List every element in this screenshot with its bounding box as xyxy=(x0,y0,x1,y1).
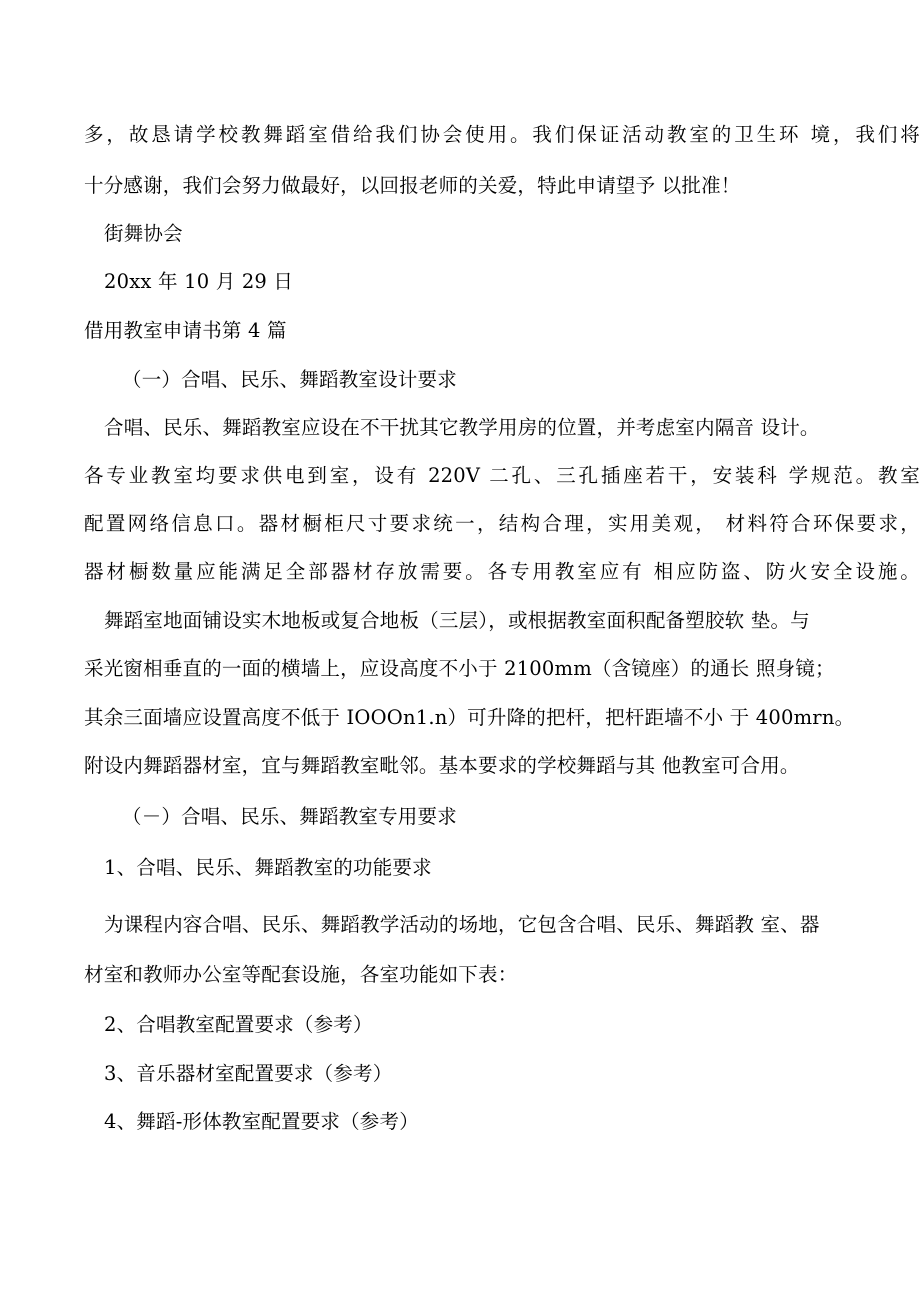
paragraph-line-13: 其余三面墙应设置高度不低于 IOOOn1.n）可升降的把杆，把杆距墙不小 于 400mrn。 xyxy=(84,706,855,729)
subheading-design-requirements: （一）合唱、民乐、舞蹈教室设计要求 xyxy=(122,368,457,391)
paragraph-line-9: 配置网络信息口。器材橱柜尺寸要求统一，结构合理，实用美观， 材料符合环保要求， xyxy=(84,512,920,535)
numbered-item-1: 1、合唱、民乐、舞蹈教室的功能要求 xyxy=(104,856,432,879)
paragraph-line-10: 器材橱数量应能满足全部器材存放需要。各专用教室应有 相应防盗、防火安全设施。 xyxy=(84,560,920,583)
paragraph-line-18: 材室和教师办公室等配套设施，各室功能如下表： xyxy=(84,963,518,986)
paragraph-line-1: 多，故恳请学校教舞蹈室借给我们协会使用。我们保证活动教室的卫生环 境，我们将 xyxy=(84,123,920,146)
paragraph-line-2: 十分感谢，我们会努力做最好，以回报老师的关爱，特此申请望予 以批准！ xyxy=(84,174,741,197)
paragraph-line-11: 舞蹈室地面铺设实木地板或复合地板（三层），或根据教室面积配备塑胶软 垫。与 xyxy=(104,609,810,632)
signature-organization: 街舞协会 xyxy=(104,222,183,245)
paragraph-line-7: 合唱、民乐、舞蹈教室应设在不干扰其它教学用房的位置，并考虑室内隔音 设计。 xyxy=(104,416,820,439)
numbered-item-2: 2、合唱教室配置要求（参考） xyxy=(104,1013,373,1036)
paragraph-line-8: 各专业教室均要求供电到室，设有 220V 二孔、三孔插座若干，安装科 学规范。教室 xyxy=(84,464,920,487)
numbered-item-4: 4、舞蹈-形体教室配置要求（参考） xyxy=(104,1110,419,1133)
numbered-item-3: 3、音乐器材室配置要求（参考） xyxy=(104,1062,393,1085)
signature-date: 20xx 年 10 月 29 日 xyxy=(104,270,294,293)
paragraph-line-14: 附设内舞蹈器材室，宜与舞蹈教室毗邻。基本要求的学校舞蹈与其 他教室可合用。 xyxy=(84,754,800,777)
subheading-special-requirements: （－）合唱、民乐、舞蹈教室专用要求 xyxy=(122,805,457,828)
paragraph-line-12: 采光窗相垂直的一面的横墙上，应设高度不小于 2100mm（含镜座）的通长 照身镜； xyxy=(84,657,835,680)
paragraph-line-17: 为课程内容合唱、民乐、舞蹈教学活动的场地，它包含合唱、民乐、舞蹈教 室、器 xyxy=(104,913,820,936)
section-heading: 借用教室申请书第 4 篇 xyxy=(84,319,287,342)
